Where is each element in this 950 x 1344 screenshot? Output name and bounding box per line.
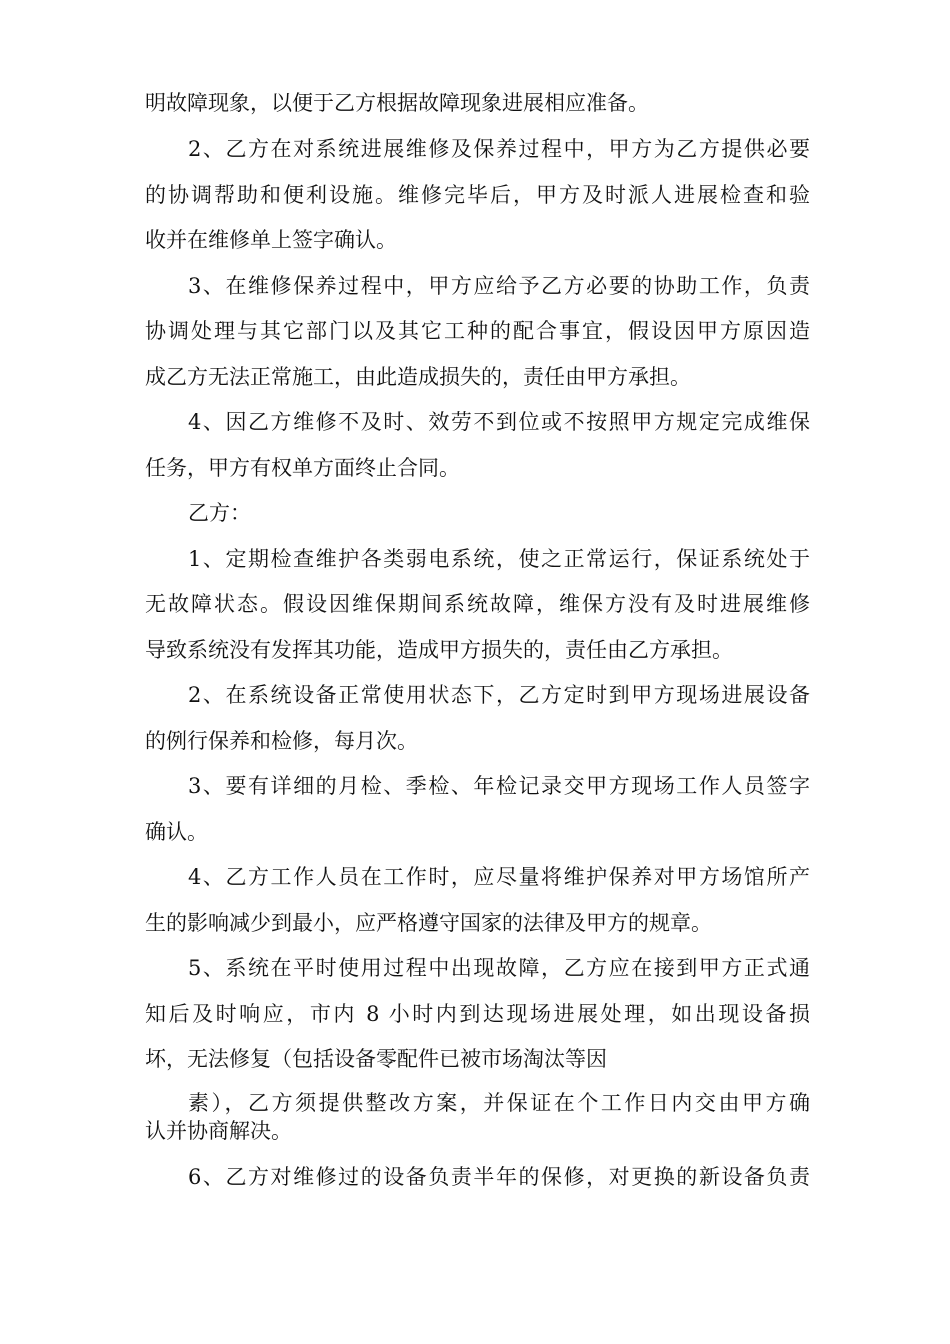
text-line: 无故障状态。假设因维保期间系统故障，维保方没有及时进展维修: [145, 592, 810, 616]
text-line: 任务，甲方有权单方面终止合同。: [145, 456, 460, 480]
text-line: 导致系统没有发挥其功能，造成甲方损失的，责任由乙方承担。: [145, 638, 733, 662]
text-line: 素），乙方须提供整改方案，并保证在个工作日内交由甲方确: [188, 1091, 810, 1115]
text-line: 坏，无法修复（包括设备零配件已被市场淘汰等因: [145, 1047, 607, 1071]
text-line: 3、要有详细的月检、季检、年检记录交甲方现场工作人员签字: [188, 774, 810, 798]
text-line: 生的影响减少到最小，应严格遵守国家的法律及甲方的规章。: [145, 911, 712, 935]
text-line: 明故障现象，以便于乙方根据故障现象进展相应准备。: [145, 91, 649, 115]
text-line: 的例行保养和检修，每月次。: [145, 729, 418, 753]
text-line: 1、定期检查维护各类弱电系统，使之正常运行，保证系统处于: [188, 547, 810, 571]
text-line: 成乙方无法正常施工，由此造成损失的，责任由甲方承担。: [145, 365, 691, 389]
text-line: 收并在维修单上签字确认。: [145, 228, 397, 252]
text-line: 确认。: [145, 820, 208, 844]
section-heading: 乙方：: [188, 501, 251, 525]
text-line: 协调处理与其它部门以及其它工种的配合事宜，假设因甲方原因造: [145, 319, 810, 343]
text-line: 6、乙方对维修过的设备负责半年的保修，对更换的新设备负责: [188, 1165, 810, 1189]
text-line: 4、乙方工作人员在工作时，应尽量将维护保养对甲方场馆所产: [188, 865, 810, 889]
text-line: 的协调帮助和便利设施。维修完毕后，甲方及时派人进展检查和验: [145, 183, 810, 207]
text-line: 5、系统在平时使用过程中出现故障，乙方应在接到甲方正式通: [188, 956, 810, 980]
text-line: 知后及时响应，市内 8 小时内到达现场进展处理，如出现设备损: [145, 1002, 810, 1026]
text-line: 2、乙方在对系统进展维修及保养过程中，甲方为乙方提供必要: [188, 137, 810, 161]
text-line: 认并协商解决。: [145, 1119, 292, 1143]
text-line: 4、因乙方维修不及时、效劳不到位或不按照甲方规定完成维保: [188, 410, 810, 434]
text-line: 2、在系统设备正常使用状态下，乙方定时到甲方现场进展设备: [188, 683, 810, 707]
text-line: 3、在维修保养过程中，甲方应给予乙方必要的协助工作，负责: [188, 274, 810, 298]
